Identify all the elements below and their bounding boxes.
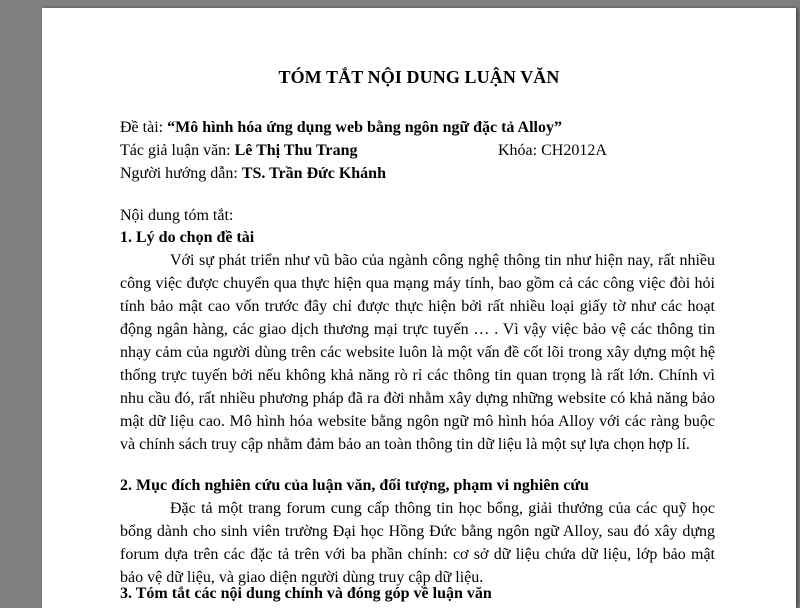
advisor-label: Người hướng dẫn: xyxy=(120,165,242,182)
topic-label: Đề tài: xyxy=(120,119,168,136)
page-title: TÓM TẮT NỘI DUNG LUẬN VĂN xyxy=(278,67,560,87)
advisor-value: TS. Trần Đức Khánh xyxy=(241,165,386,182)
topic-value: “Mô hình hóa ứng dụng web bằng ngôn ngữ đặc tả Alloy” xyxy=(167,119,562,136)
topic-line xyxy=(120,117,562,139)
section-1-heading: 1. Lý do chọn đề tài xyxy=(120,229,255,246)
author-label: Tác giả luận văn: xyxy=(120,142,235,159)
author-line xyxy=(120,140,715,162)
section-3-heading: 3. Tóm tắt các nội dung chính và đóng góp về luận văn xyxy=(120,585,492,602)
section-2-heading: 2. Mục đích nghiên cứu của luận văn, đối tượng, phạm vi nghiên cứu xyxy=(120,477,589,494)
advisor-line xyxy=(120,163,386,185)
course-value: CH2012A xyxy=(541,142,607,159)
section-2-body: Đặc tả một trang forum cung cấp thông tin học bổng, giải thưởng của các quỹ học bổng dành cho sinh viên trường Đại học Hồng Đức bằng ngôn ngữ Alloy, sau đó xây dựng forum dựa trên các đặc tả trên với ba phần chính: cơ sở dữ liệu chứa dữ liệu, lớp bảo mật bảo vệ dữ liệu, và giao diện người dùng truy cập dữ liệu. xyxy=(120,500,715,586)
section-1-body: Với sự phát triển như vũ bão của ngành công nghệ thông tin như hiện nay, rất nhiều công việc được chuyển qua thực hiện qua mạng máy tính, bao gồm cả các công việc đòi hỏi tính bảo mật cao vốn trước đây chỉ được thực hiện bởi rất nhiều loại giấy tờ như các hoạt động ngân hàng, các giao dịch thương mại trực tuyến … . Vì vậy việc bảo vệ các thông tin nhạy cảm của người dùng trên các website luôn là một vấn đề cốt lõi trong xây dựng một hệ thống trực tuyến bởi nếu không khả năng rò rỉ các thông tin quan trọng là rất lớn. Chính vì nhu cầu đó, rất nhiều phương pháp đã ra đời nhằm xây dựng những website có khả năng bảo mật dữ liệu cao. Mô hình hóa website bằng ngôn ngữ mô hình hóa Alloy với các ràng buộc và chính sách truy cập nhằm đảm bảo an toàn thông tin dữ liệu là một sự lựa chọn hợp lí. xyxy=(120,252,715,453)
summary-label: Nội dung tóm tắt: xyxy=(120,207,234,224)
document-page xyxy=(42,8,796,608)
course-info xyxy=(498,140,607,162)
course-label: Khóa: xyxy=(498,142,542,159)
author-value: Lê Thị Thu Trang xyxy=(234,142,358,159)
